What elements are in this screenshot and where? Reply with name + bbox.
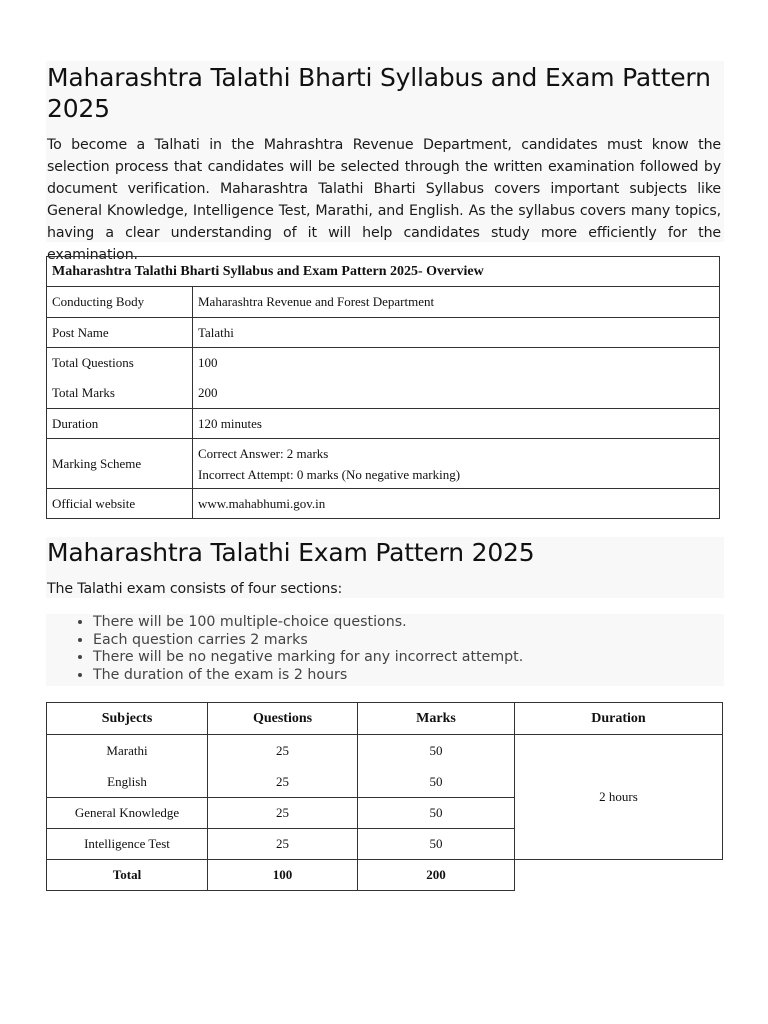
cell-total-marks: 200	[358, 860, 515, 891]
exam-pattern-bullets	[47, 614, 723, 684]
table-row	[47, 409, 720, 439]
total-row	[47, 860, 723, 891]
exam-pattern-intro: The Talathi exam consists of four sections:	[47, 581, 343, 597]
table-row	[47, 287, 720, 318]
list-item: • There will be 100 multiple-choice questions.	[93, 614, 723, 632]
page-title: Maharashtra Talathi Bharti Syllabus and Exam Pattern 2025	[47, 63, 711, 123]
cell-questions-marathi: 25	[276, 743, 289, 758]
cell-subjects-group	[47, 735, 208, 798]
list-item: • There will be no negative marking for any incorrect attempt.	[93, 649, 723, 667]
cell-subject-intelligence: Intelligence Test	[47, 829, 208, 860]
marking-incorrect: Incorrect Attempt: 0 marks (No negative marking)	[198, 466, 461, 482]
overview-table	[46, 256, 720, 519]
cell-questions-english: 25	[276, 774, 289, 789]
cell-questions-intelligence: 25	[208, 829, 358, 860]
table-row	[47, 348, 720, 409]
cell-subject-english: English	[107, 774, 147, 789]
row-label-post-name: Post Name	[47, 318, 193, 348]
list-item: • Each question carries 2 marks	[93, 632, 723, 650]
overview-caption-row	[47, 257, 720, 287]
exam-pattern-heading: Maharashtra Talathi Exam Pattern 2025	[47, 538, 535, 567]
header-marks: Marks	[358, 703, 515, 735]
table-row	[47, 439, 720, 489]
row-label-questions-marks	[47, 348, 193, 409]
table-header-row	[47, 703, 723, 735]
row-label-official-website: Official website	[47, 489, 193, 519]
row-value-conducting-body: Maharashtra Revenue and Forest Department	[193, 287, 720, 318]
header-questions: Questions	[208, 703, 358, 735]
cell-total-questions: 100	[208, 860, 358, 891]
cell-subject-marathi: Marathi	[106, 743, 148, 758]
row-label-conducting-body: Conducting Body	[47, 287, 193, 318]
table-row	[47, 735, 723, 798]
row-label-total-marks: Total Marks	[52, 385, 115, 400]
row-value-post-name: Talathi	[193, 318, 720, 348]
cell-marks-intelligence: 50	[358, 829, 515, 860]
intro-paragraph: To become a Talhati in the Mahrashtra Revenue Department, candidates must know the selection process that candidates will be selected through the written examination followed by document verification. Maharashtra Talathi Bharti Syllabus covers important subjects like General Knowledge, Intelligence Test, Marathi, and English. As the syllabus covers many topics, having a clear understanding of it will help candidates study more efficiently for the examination.	[47, 137, 721, 263]
row-value-questions-marks	[193, 348, 720, 409]
cell-marks-english: 50	[429, 774, 443, 789]
table-row	[47, 318, 720, 348]
table-row	[47, 489, 720, 519]
exam-pattern-table	[46, 702, 723, 891]
list-item: • The duration of the exam is 2 hours	[93, 667, 723, 685]
row-label-total-questions: Total Questions	[52, 355, 134, 370]
row-value-total-questions: 100	[198, 355, 218, 370]
cell-marks-gk: 50	[358, 798, 515, 829]
row-value-duration: 120 minutes	[193, 409, 720, 439]
cell-marks-marathi: 50	[429, 743, 443, 758]
row-value-total-marks: 200	[198, 385, 218, 400]
cell-total-label: Total	[47, 860, 208, 891]
cell-subject-gk: General Knowledge	[47, 798, 208, 829]
cell-questions-group	[208, 735, 358, 798]
row-value-marking-scheme	[193, 439, 720, 489]
header-subjects: Subjects	[47, 703, 208, 735]
overview-caption: Maharashtra Talathi Bharti Syllabus and Exam Pattern 2025- Overview	[47, 257, 720, 287]
cell-marks-group	[358, 735, 515, 798]
cell-duration: 2 hours	[515, 735, 723, 860]
row-label-marking-scheme: Marking Scheme	[47, 439, 193, 489]
marking-correct: Correct Answer: 2 marks	[198, 445, 329, 461]
cell-questions-gk: 25	[208, 798, 358, 829]
row-value-official-website[interactable]: www.mahabhumi.gov.in	[193, 489, 720, 519]
header-duration: Duration	[515, 703, 723, 735]
row-label-duration: Duration	[47, 409, 193, 439]
